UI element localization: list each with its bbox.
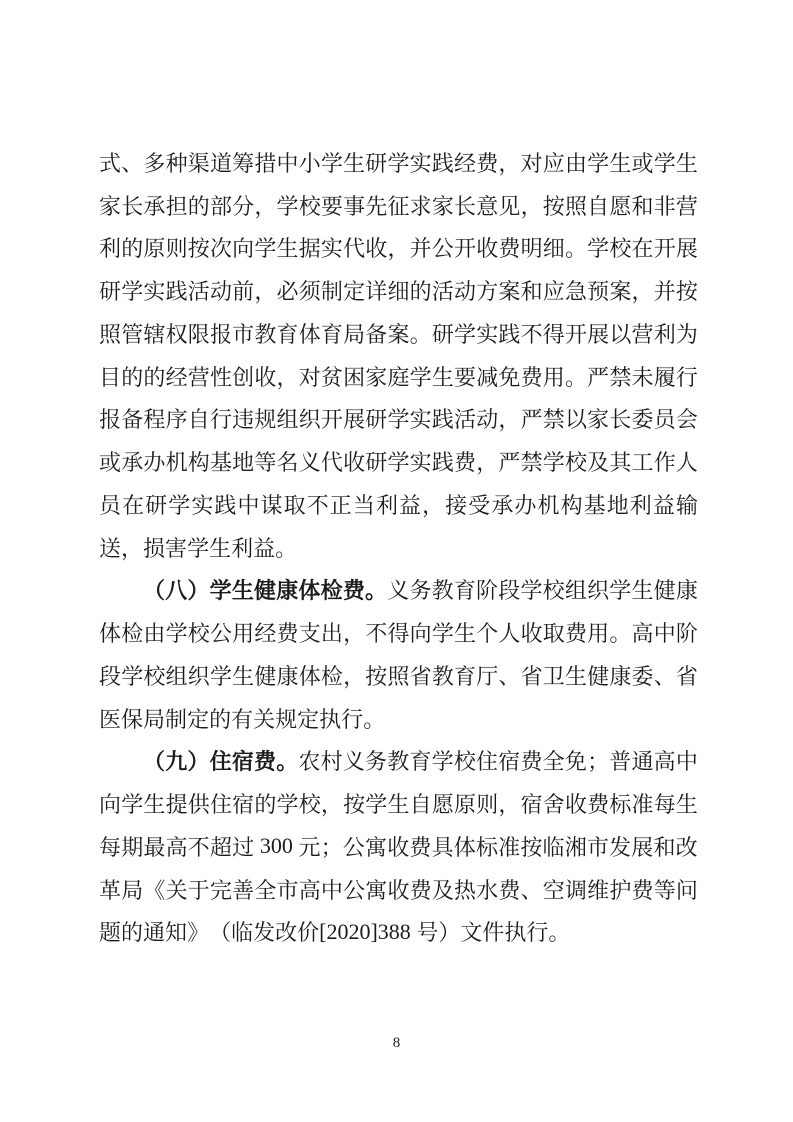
paragraph-accommodation-fee xyxy=(99,740,698,954)
document-body xyxy=(99,141,698,953)
text-line: （ 八 ） 学 生 健 康 体 检 费 。 义 务 教 育 阶 段 学 校 组 织 学 生 健 康 xyxy=(143,578,698,604)
text-line: 目 的 的 经 营 性 创 收 ， 对 贫 困 家 庭 学 生 要 减 免 费 用 。 严 禁 未 履 行 xyxy=(99,364,698,390)
text-line: （ 九 ） 住 宿 费 。 农 村 义 务 教 育 学 校 住 宿 费 全 免 ； 普 通 高 中 xyxy=(143,749,698,775)
text-line: 每 期 最 高 不 超 过 300 元 ； 公 寓 收 费 具 体 标 准 按 临 湘 市 发 展 和 改 xyxy=(99,833,698,860)
text-line: 式 、 多 种 渠 道 筹 措 中 小 学 生 研 学 实 践 经 费 ， 对 应 由 学 生 或 学 生 xyxy=(99,150,698,176)
paragraph-research-practice-fee-continuation xyxy=(99,141,698,569)
text-line: 医 保 局 制 定 的 有 关 规 定 执 行 。 xyxy=(99,706,386,732)
text-line: 报 备 程 序 自 行 违 规 组 织 开 展 研 学 实 践 活 动 ， 严 禁 以 家 长 委 员 会 xyxy=(99,407,698,433)
text-line: 员 在 研 学 实 践 中 谋 取 不 正 当 利 益 ， 接 受 承 办 机 构 基 地 利 益 输 xyxy=(99,492,698,518)
text-line: 向 学 生 提 供 住 宿 的 学 校 ， 按 学 生 自 愿 原 则 ， 宿 舍 收 费 标 准 每 生 xyxy=(99,792,698,818)
text-line: 题 的 通 知 》 （ 临 发 改 价 [2020]388 号 ） 文 件 执 行 。 xyxy=(99,918,571,946)
text-line: 家 长 承 担 的 部 分 ， 学 校 要 事 先 征 求 家 长 意 见 ， 按 照 自 愿 和 非 营 xyxy=(99,193,698,219)
text-line: 送 ， 损 害 学 生 利 益 。 xyxy=(99,535,298,561)
text-line: 段 学 校 组 织 学 生 健 康 体 检 ， 按 照 省 教 育 厅 、 省 卫 生 健 康 委 、 省 xyxy=(99,663,698,689)
text-line: 革 局 《 关 于 完 善 全 市 高 中 公 寓 收 费 及 热 水 费 、 空 调 维 护 费 等 问 xyxy=(99,877,698,903)
text-line: 照 管 辖 权 限 报 市 教 育 体 育 局 备 案 。 研 学 实 践 不 得 开 展 以 营 利 为 xyxy=(99,321,698,347)
text-line: 或 承 办 机 构 基 地 等 名 义 代 收 研 学 实 践 费 ， 严 禁 学 校 及 其 工 作 人 xyxy=(99,450,698,476)
text-line: 研 学 实 践 活 动 前 ， 必 须 制 定 详 细 的 活 动 方 案 和 应 急 预 案 ， 并 按 xyxy=(99,279,698,305)
text-line: 体 检 由 学 校 公 用 经 费 支 出 ， 不 得 向 学 生 个 人 收 取 费 用 。 高 中 阶 xyxy=(99,621,698,647)
paragraph-student-health-checkup-fee xyxy=(99,569,698,740)
page-number: 8 xyxy=(392,1035,401,1051)
text-line: 利 的 原 则 按 次 向 学 生 据 实 代 收 ， 并 公 开 收 费 明 细 。 学 校 在 开 展 xyxy=(99,236,698,262)
